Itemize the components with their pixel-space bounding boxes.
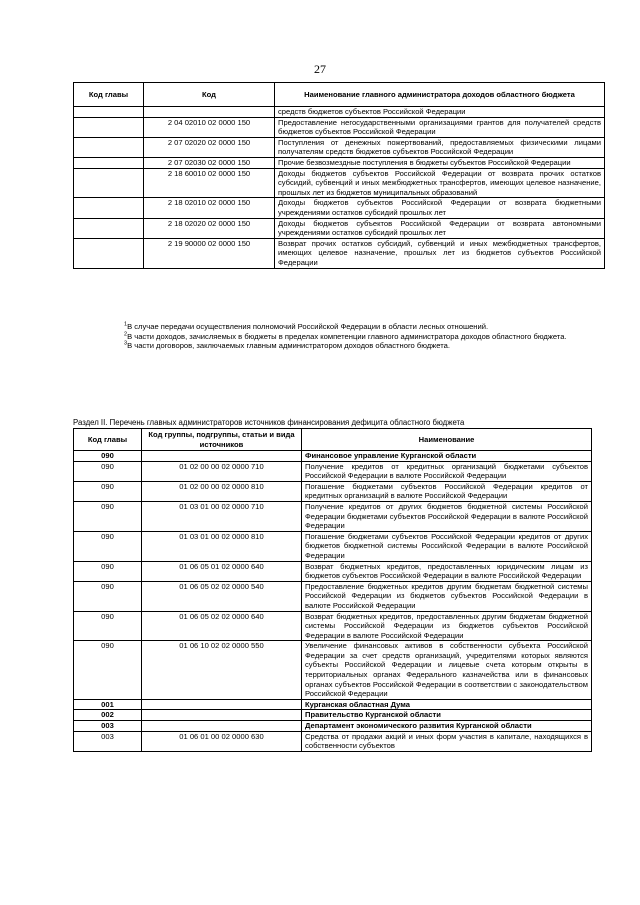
table-row [74,137,605,157]
table-row [74,581,592,611]
chapter-code-cell: 003 [74,721,142,732]
footnote-mark: 3 [124,340,128,347]
chapter-code-cell [74,137,144,157]
name-cell: Увеличение финансовых активов в собственности субъекта Российской Федерации за счет средств организаций, учредителями которых являются субъекты Российской Федерации и лицевые счета которым открыты в территориальных органах Федерального казначейства или в финансовых органах субъектов Российской Федерации в соответствии с законодательством Российской Федерации [302,641,592,700]
table-header-row [74,83,605,107]
table-row [74,641,592,700]
header-admin-name: Наименование главного администратора доходов областного бюджета [275,83,605,107]
name-cell: Погашение бюджетами субъектов Российской Федерации кредитов от других бюджетов бюджетной системы Российской Федерации в валюте Российской Федерации [302,531,592,561]
code-cell: 2 18 60010 02 0000 150 [144,168,275,198]
chapter-code-cell: 090 [74,501,142,531]
table-row [74,561,592,581]
table-row [74,451,592,462]
table-row [74,107,605,118]
section-title: Раздел II. Перечень главных администраторов источников финансирования дефицита областного бюджета [73,418,465,427]
name-cell: Департамент экономического развития Курганской области [302,721,592,732]
table-row [74,611,592,641]
name-cell: Погашение бюджетами субъектов Российской Федерации кредитов от кредитных организаций в валюте Российской Федерации [302,481,592,501]
chapter-code-cell: 001 [74,699,142,710]
name-cell: Поступления от денежных пожертвований, предоставляемых физическими лицами получателям средств бюджетов субъектов Российской Федерации [275,137,605,157]
chapter-code-cell: 002 [74,710,142,721]
name-cell: Доходы бюджетов субъектов Российской Федерации от возврата бюджетными учреждениями остатков субсидий прошлых лет [275,198,605,218]
table-row [74,461,592,481]
revenue-administrators-table [73,82,605,269]
code-cell: 01 02 00 00 02 0000 810 [142,481,302,501]
name-cell: Получение кредитов от кредитных организаций бюджетами субъектов Российской Федерации в валюте Российской Федерации [302,461,592,481]
table-row [74,157,605,168]
footnote-1 [124,322,609,332]
code-cell: 01 03 01 00 02 0000 810 [142,531,302,561]
code-cell: 2 07 02030 02 0000 150 [144,157,275,168]
name-cell: Получение кредитов от других бюджетов бюджетной системы Российской Федерации бюджетами субъектов Российской Федерации в валюте Российской Федерации [302,501,592,531]
table-row [74,198,605,218]
chapter-code-cell: 003 [74,731,142,751]
chapter-code-cell: 090 [74,451,142,462]
code-cell: 01 02 00 00 02 0000 710 [142,461,302,481]
table-row [74,481,592,501]
chapter-code-cell [74,168,144,198]
chapter-code-cell: 090 [74,611,142,641]
name-cell: Доходы бюджетов субъектов Российской Федерации от возврата прочих остатков субсидий, субвенций и иных межбюджетных трансфертов, имеющих целевое назначение, прошлых лет из бюджетов муниципальных образований [275,168,605,198]
page-number: 27 [314,62,326,76]
name-cell: Правительство Курганской области [302,710,592,721]
name-cell: Курганская областная Дума [302,699,592,710]
name-cell: Прочие безвозмездные поступления в бюджеты субъектов Российской Федерации [275,157,605,168]
code-cell: 01 03 01 00 02 0000 710 [142,501,302,531]
chapter-code-cell [74,157,144,168]
code-cell [142,699,302,710]
footnote-mark: 2 [124,331,128,338]
name-cell: Предоставление бюджетных кредитов другим бюджетам бюджетной системы Российской Федерации из бюджетов субъектов Российской Федерации в валюте Российской Федерации [302,581,592,611]
code-cell: 2 07 02020 02 0000 150 [144,137,275,157]
header-code: Код [144,83,275,107]
code-cell: 2 18 02010 02 0000 150 [144,198,275,218]
name-cell: средств бюджетов субъектов Российской Федерации [275,107,605,118]
chapter-code-cell: 090 [74,561,142,581]
footnote-text: В части договоров, заключаемых главным администратором доходов областного бюджета. [127,341,450,351]
table-row [74,731,592,751]
name-cell: Средства от продажи акций и иных форм участия в капитале, находящихся в собственности субъектов [302,731,592,751]
chapter-code-cell: 090 [74,531,142,561]
chapter-code-cell [74,198,144,218]
deficit-sources-table [73,428,592,752]
code-cell: 01 06 05 01 02 0000 640 [142,561,302,581]
chapter-code-cell: 090 [74,581,142,611]
table-row [74,531,592,561]
footnote-text: В части доходов, зачисляемых в бюджеты в пределах компетенции главного администратора доходов областного бюджета. [127,331,567,341]
chapter-code-cell [74,107,144,118]
name-cell: Предоставление негосударственными организациями грантов для получателей средств бюджетов субъектов Российской Федерации [275,117,605,137]
code-cell: 01 06 05 02 02 0000 540 [142,581,302,611]
table-header-row [74,429,592,451]
header-chapter-code: Код главы [74,429,142,451]
table-row [74,168,605,198]
name-cell: Возврат прочих остатков субсидий, субвенций и иных межбюджетных трансфертов, имеющих целевое назначение, прошлых лет из бюджетов субъектов Российской Федерации [275,238,605,268]
table-row [74,699,592,710]
chapter-code-cell [74,117,144,137]
header-source-code: Код группы, подгруппы, статьи и вида источников [142,429,302,451]
chapter-code-cell: 090 [74,481,142,501]
table-row [74,218,605,238]
name-cell: Возврат бюджетных кредитов, предоставленных другим бюджетам бюджетной системы Российской Федерации из бюджетов субъектов Российской Федерации в валюте Российской Федерации [302,611,592,641]
code-cell [142,710,302,721]
code-cell: 01 06 10 02 02 0000 550 [142,641,302,700]
footnotes [124,322,609,351]
code-cell [144,107,275,118]
code-cell: 2 04 02010 02 0000 150 [144,117,275,137]
footnote-3 [124,341,609,351]
footnote-text: В случае передачи осуществления полномочий Российской Федерации в области лесных отношений. [127,322,489,331]
table-row [74,238,605,268]
chapter-code-cell [74,238,144,268]
chapter-code-cell: 090 [74,641,142,700]
name-cell: Возврат бюджетных кредитов, предоставленных юридическим лицам из бюджетов субъектов Российской Федерации в валюте Российской Федерации [302,561,592,581]
footnote-mark: 1 [124,321,128,328]
code-cell: 2 19 90000 02 0000 150 [144,238,275,268]
chapter-code-cell [74,218,144,238]
table-row [74,721,592,732]
name-cell: Финансовое управление Курганской области [302,451,592,462]
table-row [74,117,605,137]
code-cell: 2 18 02020 02 0000 150 [144,218,275,238]
chapter-code-cell: 090 [74,461,142,481]
code-cell: 01 06 01 00 02 0000 630 [142,731,302,751]
table-row [74,501,592,531]
header-chapter-code: Код главы [74,83,144,107]
code-cell [142,721,302,732]
name-cell: Доходы бюджетов субъектов Российской Федерации от возврата автономными учреждениями остатков субсидий прошлых лет [275,218,605,238]
code-cell [142,451,302,462]
header-name: Наименование [302,429,592,451]
footnote-2 [124,332,609,342]
code-cell: 01 06 05 02 02 0000 640 [142,611,302,641]
table-row [74,710,592,721]
